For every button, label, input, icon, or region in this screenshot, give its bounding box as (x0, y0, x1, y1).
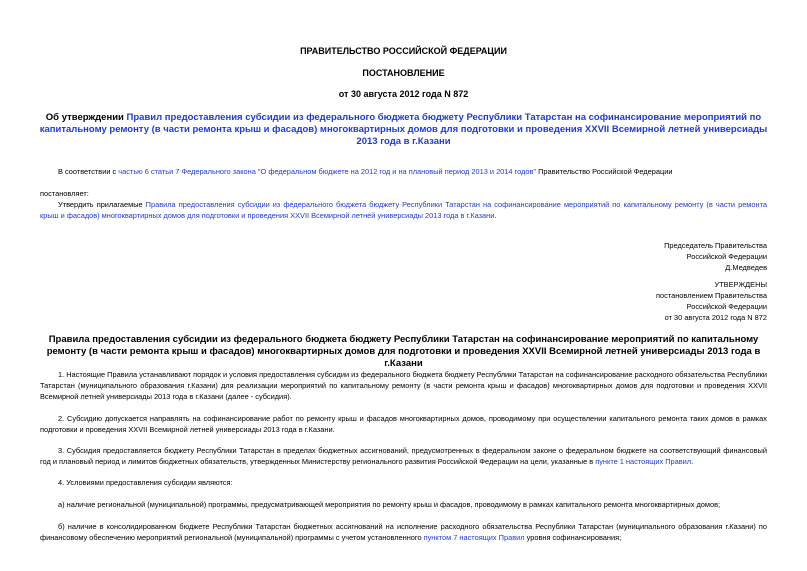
preamble (58, 166, 768, 177)
document-title (30, 112, 777, 148)
document-type: ПОСТАНОВЛЕНИЕ (362, 68, 445, 78)
point-7-link[interactable]: пунктом 7 настоящих Правил (423, 533, 525, 542)
paragraph-3 (40, 445, 767, 467)
signature-country: Российской Федерации (686, 252, 767, 261)
federal-law-link[interactable]: частью 6 статьи 7 Федерального закона "О федеральном бюджете на 2012 год и на плановый период 2013 и 2014 годов" (118, 167, 537, 176)
signature-position: Председатель Правительства (664, 241, 767, 250)
preamble-text-start: В соответствии с (58, 167, 119, 176)
approval-stamp (656, 279, 767, 323)
approved-rules-link[interactable]: Правила предоставления субсидии из федерального бюджета бюджету Республики Татарстан на софинансирование мероприятий по капитальному ремонту (в части ремонта крыш и фасадов) многоквартирных домов для подготовки и проведения XXVII Всемирной летней универсиады 2013 года в г.Казани (40, 200, 767, 220)
approval-date: от 30 августа 2012 года N 872 (664, 313, 767, 322)
paragraph-4b-text-end: уровня софинансирования; (524, 533, 622, 542)
paragraph-4b-text-start: б) наличие в консолидированном бюджете Республики Татарстан бюджетных ассигнований на исполнение расходного обязательства Республики Татарстан (муниципального образования г.Казани) по финансовому обеспечению мероприятий региональной (муниципальной) программы с учетом установленного (40, 522, 767, 542)
paragraph-4: 4. Условиями предоставления субсидии являются: (58, 478, 233, 487)
preamble-text-end: Правительство Российской Федерации (536, 167, 673, 176)
government-header: ПРАВИТЕЛЬСТВО РОССИЙСКОЙ ФЕДЕРАЦИИ (300, 46, 507, 56)
paragraph-4b (40, 521, 767, 543)
resolves-label: постановляет: (40, 189, 89, 198)
approval-line-2: постановлением Правительства (656, 291, 767, 300)
title-prefix: Об утверждении (45, 112, 127, 123)
paragraph-1: 1. Настоящие Правила устанавливают порядок и условия предоставления субсидии из федерального бюджета бюджету Республики Татарстан на софинансирование расходного обязательства Республики Татарстан (муниципального образования г.Казани) для реализации мероприятий по капитальному ремонту (в части ремонта крыш и фасадов) многоквартирных домов для подготовки и проведения XXVII Всемирной летней универсиады 2013 года в г.Казани (далее - субсидия). (40, 370, 767, 401)
rules-title: Правила предоставления субсидии из федерального бюджета бюджету Республики Татарстан на софинансирование мероприятий по капитальному ремонту (в части ремонта крыш и фасадов) многоквартирных домов для подготовки и проведения XXVII Всемирной летней универсиады 2013 года в г.Казани (46, 334, 761, 369)
approve-text-start: Утвердить прилагаемые (58, 200, 146, 209)
paragraph-3-text-start: 3. Субсидия предоставляется бюджету Республики Татарстан в пределах бюджетных ассигнований, предусмотренных в федеральном законе о федеральном бюджете на соответствующий финансовый год и плановый период и лимитов бюджетных обязательств, утвержденных Министерству регионального развития Российской Федерации на цели, указанные в (40, 446, 767, 466)
paragraph-3-text-end: . (691, 457, 694, 466)
approval-heading: УТВЕРЖДЕНЫ (714, 280, 767, 289)
approval-line-3: Российской Федерации (686, 302, 767, 311)
signature-name: Д.Медведев (725, 263, 767, 272)
paragraph-4a: а) наличие региональной (муниципальной) программы, предусматривающей мероприятия по ремонту крыш и фасадов, проводимому в рамках капитального ремонта многоквартирных домов; (58, 500, 721, 509)
approve-text-end: . (494, 211, 497, 220)
approve-paragraph (40, 199, 767, 221)
signature-block (664, 240, 767, 273)
title-rules-link[interactable]: Правил предоставления субсидии из федерального бюджета бюджету Республики Татарстан на софинансирование мероприятий по капитальному ремонту (в части ремонта крыш и фасадов) многоквартирных домов для подготовки и проведения XXVII Всемирной летней универсиады 2013 года в г.Казани (39, 112, 768, 147)
point-1-link[interactable]: пункте 1 настоящих Правил (595, 457, 692, 466)
paragraph-2: 2. Субсидию допускается направлять на софинансирование работ по ремонту крыш и фасадов многоквартирных домов, проводимому при осуществлении капитального ремонта таких домов в рамках подготовки и проведения XXVII Всемирной летней универсиады 2013 года в г.Казани. (40, 414, 767, 434)
document-date: от 30 августа 2012 года N 872 (338, 89, 469, 99)
